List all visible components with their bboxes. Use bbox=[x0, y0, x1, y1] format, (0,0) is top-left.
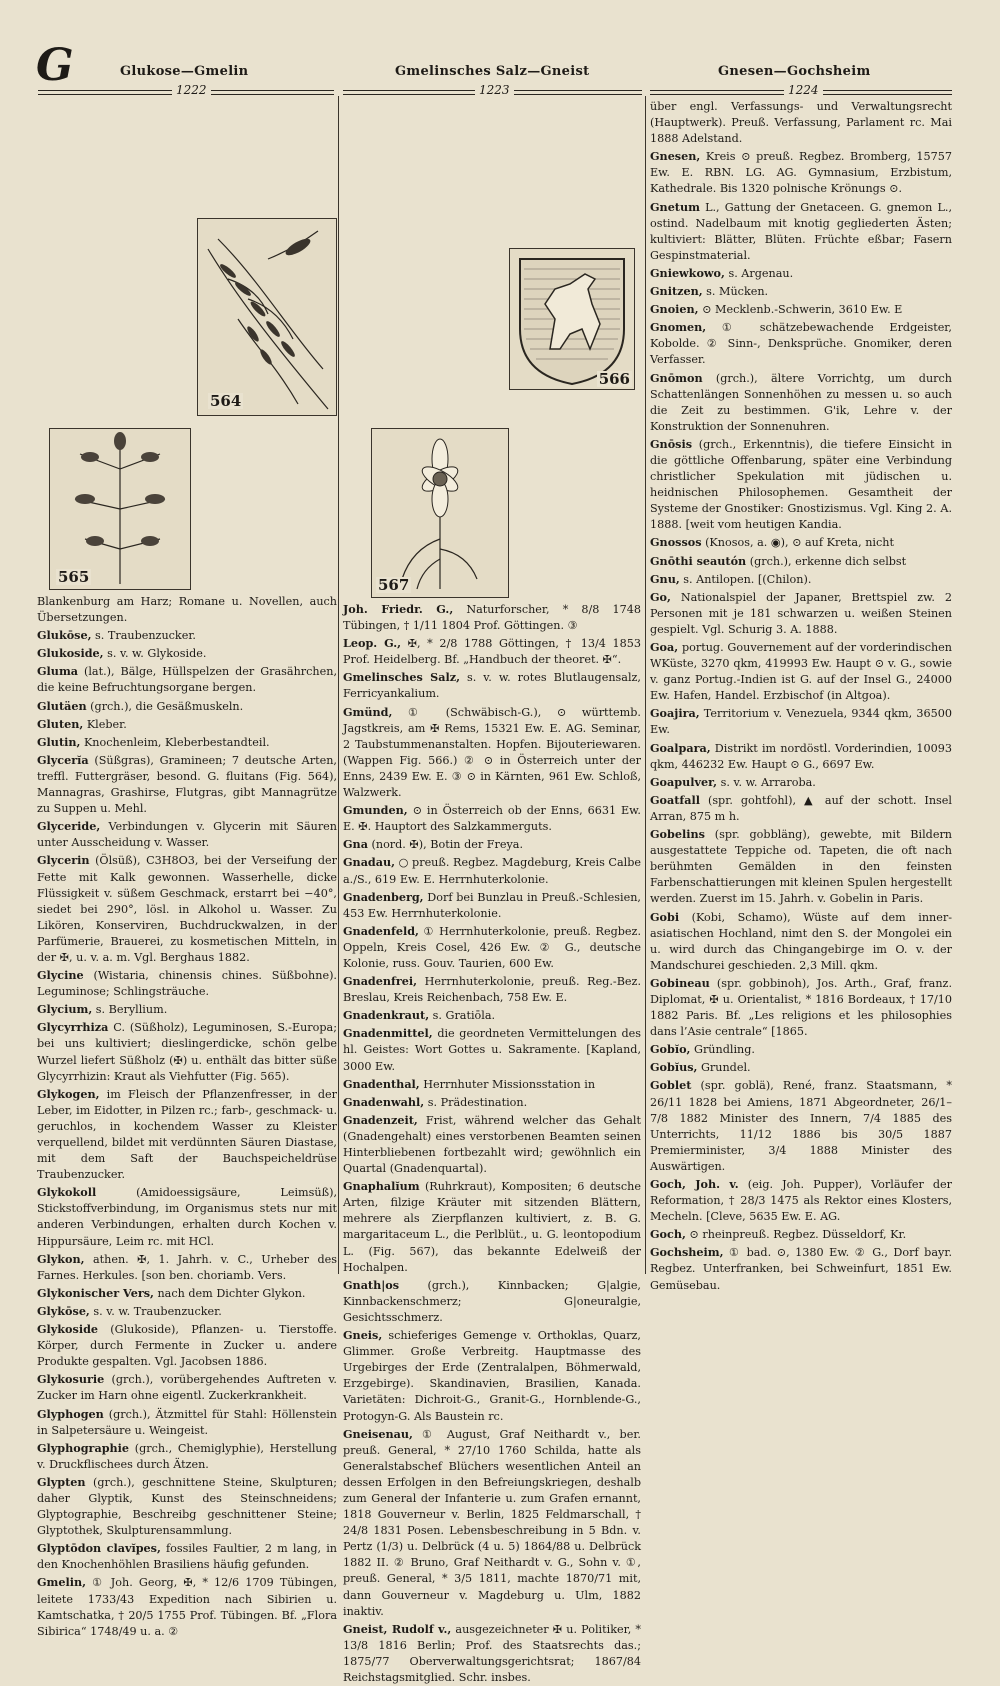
dictionary-entry bbox=[343, 1007, 641, 1024]
entry-text: (Glukoside), Pflanzen- u. Tierstoffe. Körper, durch Fermente in Zucker u. andere Produkte gespalten. Vgl. Jacobsen 1886. bbox=[37, 1323, 337, 1369]
entry-headword: Gobelins bbox=[650, 827, 705, 842]
entry-text: (grch.), geschnittene Steine, Skulpturen; daher Glyptik, Kunst des Steinschneidens; Glyptographie, Beschreibg geschnittener Steine; Glyptothek, Skulpturensammlung. bbox=[37, 1475, 337, 1538]
entry-text: die geordneten Vermittelungen des hl. Geistes: Wort Gottes u. Sakramente. [Kapland, 3000 Ew. bbox=[343, 1027, 641, 1073]
entry-text: ① bad. ⊙, 1380 Ew. ② G., Dorf bayr. Regbez. Unterfranken, bei Schweinfurt, 1851 Ew. Gemüsebau. bbox=[650, 1246, 952, 1292]
entry-text: Verbindungen v. Glycerin mit Säuren unter Ausscheidung v. Wasser. bbox=[37, 820, 337, 850]
middle-column-header: Gmelinsches Salz—Gneist bbox=[395, 64, 590, 79]
dictionary-entry bbox=[343, 669, 641, 702]
entry-text: C. (Süßholz), Leguminosen, S.-Europa; bei uns kultiviert; dieslingerdicke, schön gelbe Wurzel liefert Süßholz (✠) u. enthält das bitter süße Glycyrrhizin: Kraut als Viehfutter (Fig. 565). bbox=[37, 1021, 337, 1083]
entry-headword: Goatfall bbox=[650, 792, 700, 807]
entry-text: ① schätzebewachende Erdgeister, Kobolde. ② Sinn-, Denksprüche. Gnomiker, deren Verfasser. bbox=[650, 321, 952, 367]
entry-headword: Goalpara, bbox=[650, 740, 711, 755]
dictionary-entry bbox=[37, 734, 337, 751]
entry-text: Frist, während welcher das Gehalt (Gnadengehalt) eines verstorbenen Beamten seinen Hinterbliebenen fortbezahlt wird; gewöhnlich ein Quartal (Gnadenquartal). bbox=[343, 1113, 641, 1176]
entry-text: (nord. ✠), Botin der Freya. bbox=[367, 838, 524, 852]
dictionary-entry bbox=[650, 98, 952, 147]
licorice-illustration bbox=[50, 429, 190, 589]
left-column bbox=[37, 98, 338, 1638]
dictionary-entry bbox=[650, 1226, 952, 1243]
dictionary-entry bbox=[650, 909, 952, 974]
entry-headword: Gmelin, bbox=[37, 1575, 87, 1590]
dictionary-entry bbox=[37, 752, 337, 817]
entry-headword: Gneist, Rudolf v., bbox=[343, 1621, 452, 1636]
coat-of-arms-illustration bbox=[510, 249, 634, 389]
entry-text: (grch., Chemiglyphie), Herstellung v. Druckflischees durch Ätzen. bbox=[37, 1441, 337, 1471]
entry-text: portug. Gouvernement auf der vorderindischen WKüste, 3270 qkm, 419993 Ew. Haupt ⊙ v. G., sowie v. ganz Portug.-Indien ist G. auf der Insel G., 24000 Ew. Hafen, Handel. Erzbischof (in Altgoa). bbox=[650, 641, 952, 703]
dictionary-entry bbox=[650, 199, 952, 264]
entry-text: s. v. w. Arraroba. bbox=[717, 775, 816, 789]
dictionary-entry bbox=[343, 889, 641, 922]
entry-text: s. v. w. Glykoside. bbox=[103, 647, 207, 661]
entry-headword: Gnitzen, bbox=[650, 284, 703, 299]
column-divider bbox=[645, 96, 646, 1274]
entry-headword: Gnadenkraut, bbox=[343, 1008, 430, 1023]
entry-text: Knochenleim, Kleberbestandteil. bbox=[80, 735, 270, 749]
entry-text: ⊙ rheinpreuß. Regbez. Düsseldorf, Kr. bbox=[685, 1228, 907, 1242]
entry-text: s. Mücken. bbox=[702, 285, 769, 299]
entry-text: s. Traubenzucker. bbox=[91, 629, 196, 643]
entry-headword: Gneis, bbox=[343, 1328, 383, 1343]
entry-text: Grundel. bbox=[697, 1061, 751, 1075]
entry-text: Distrikt im nordöstl. Vorderindien, 10093 qkm, 446232 Ew. Haupt ⊙ G., 6697 Ew. bbox=[650, 741, 952, 771]
entry-headword: Gnath|os bbox=[343, 1277, 400, 1292]
entry-headword: Glukoside, bbox=[37, 646, 104, 661]
dictionary-entry bbox=[37, 1285, 337, 1302]
entry-text: (spr. gohtfohl), ▲ auf der schott. Insel Arran, 875 m h. bbox=[650, 793, 952, 823]
entry-headword: Gnadenthal, bbox=[343, 1076, 420, 1091]
entry-headword: Glykon, bbox=[37, 1251, 85, 1266]
entry-text: fossiles Faultier, 2 m lang, in den Knochenhöhlen Brasiliens häufig gefunden. bbox=[37, 1542, 338, 1572]
entry-text: im Fleisch der Pflanzenfresser, in der Leber, im Eidotter, in Pilzen rc.; farb-, geschmack- u. geruchlos, in kochendem Wasser zu Kleister verquellend, bildet mit verdünnten Säuren Diastase, mit dem Saft der Bauchspeicheldrüse Traubenzucker. bbox=[37, 1087, 337, 1182]
entry-headword: Leop. G., bbox=[343, 636, 402, 651]
entry-text: (lat.), Bälge, Hüllspelzen der Grasährchen, die keine Befruchtungsorgane bergen. bbox=[37, 665, 337, 695]
entry-headword: Goblet bbox=[650, 1078, 692, 1093]
entry-headword: Joh. Friedr. G., bbox=[343, 602, 454, 616]
entry-headword: Glykōse, bbox=[37, 1303, 90, 1318]
entry-headword: Gnu, bbox=[650, 571, 680, 586]
entry-text: über engl. Verfassungs- und Verwaltungsrecht (Hauptwerk). Preuß. Verfassung, Parlament rc. Mai 1888 Adelstand. bbox=[650, 100, 952, 146]
dictionary-entry bbox=[650, 436, 952, 534]
entry-text: ① (Schwäbisch-G.), ⊙ württemb. Jagstkreis, am ✠ Rems, 15321 Ew. E. AG. Seminar, 2 Taubstummenanstalten. Hopfen. Bijouteriewaren. (Wappen Fig. 566.) ② ⊙ in Österreich unter der Enns, 2439 Ew. E. ③ ⊙ in Kärnten, 961 Ew. Schloß, Walzwerk. bbox=[343, 705, 641, 800]
dictionary-entry bbox=[650, 319, 952, 368]
entry-text: s. Argenau. bbox=[724, 266, 794, 280]
grass-illustration bbox=[198, 219, 336, 415]
entry-text: ⊙ Mecklenb.-Schwerin, 3610 Ew. E bbox=[698, 303, 903, 317]
entry-text: ⊙ in Österreich ob der Enns, 6631 Ew. E. ✠. Hauptort des Salzkammerguts. bbox=[343, 804, 641, 834]
entry-text: ○ preuß. Regbez. Magdeburg, Kreis Calbe a./S., 619 Ew. E. Herrnhuterkolonie. bbox=[343, 856, 641, 886]
entry-headword: Glykonischer Vers, bbox=[37, 1285, 154, 1300]
entry-text: Kleber. bbox=[83, 717, 127, 731]
entry-headword: Gnadenberg, bbox=[343, 889, 424, 904]
entry-headword: Glukōse, bbox=[37, 628, 92, 643]
section-letter: G bbox=[36, 40, 74, 91]
entry-text: (spr. gobbinoh), Jos. Arth., Graf, franz. Diplomat, ✠ u. Orientalist, * 1816 Bordeaux, † 17/10 1882 Paris. Bf. „Les religions et les philosophies dans l’Asie centrale“ [1865. bbox=[650, 976, 952, 1039]
dictionary-entry bbox=[343, 802, 641, 835]
figure-565-glycyrrhiza bbox=[49, 428, 191, 590]
figure-564-glyceria bbox=[197, 218, 337, 416]
entry-headword: Gnesen, bbox=[650, 149, 701, 164]
dictionary-entry bbox=[343, 1076, 641, 1093]
dictionary-entry bbox=[37, 698, 337, 715]
entry-text: s. Gratiōla. bbox=[429, 1009, 496, 1023]
entry-text: s. Antilopen. [(Chilon). bbox=[679, 572, 812, 586]
dictionary-entry bbox=[37, 852, 337, 966]
entry-headword: Gnadau, bbox=[343, 855, 396, 870]
figure-566-coat-of-arms bbox=[509, 248, 635, 390]
dictionary-entry bbox=[650, 1041, 952, 1058]
entry-text: (eig. Joh. Pupper), Vorläufer der Reformation, † 28/3 1475 als Rektor eines Klosters, Mecheln. [Cleve, 5635 Ew. E. AG. bbox=[650, 1178, 952, 1224]
entry-text: ✠, * 2/8 1788 Göttingen, † 13/4 1853 Prof. Heidelberg. Bf. „Handbuch der theoret. ✠“. bbox=[343, 637, 641, 667]
dictionary-entry bbox=[37, 716, 337, 733]
dictionary-entry bbox=[343, 1112, 641, 1177]
entry-text: (Knosos, a. ◉), ⊙ auf Kreta, nicht bbox=[701, 536, 894, 550]
entry-headword: Glyptōdon clavĭpes, bbox=[37, 1541, 161, 1556]
dictionary-entry bbox=[650, 1176, 952, 1225]
dictionary-entry bbox=[650, 283, 952, 300]
dictionary-entry bbox=[343, 973, 641, 1006]
dictionary-entry bbox=[37, 1540, 337, 1573]
dictionary-entry bbox=[650, 571, 952, 588]
entry-text: (spr. goblä), René, franz. Staatsmann, * 26/11 1828 bei Amiens, 1871 Abgeordneter, 26/1–7/8 1882 Minister des Innern, 7/4 1885 des Unterrichts, 11/12 1886 bis 30/5 1887 Premierminister, 3/4 1888 Minister des Auswärtigen. bbox=[650, 1079, 952, 1173]
dictionary-entry bbox=[37, 1184, 337, 1249]
entry-headword: Gnadenfeld, bbox=[343, 923, 419, 938]
dictionary-entry bbox=[650, 301, 952, 318]
dictionary-entry bbox=[343, 1025, 641, 1074]
entry-headword: Glykoside bbox=[37, 1322, 99, 1337]
dictionary-entry bbox=[650, 1059, 952, 1076]
dictionary-entry bbox=[37, 1574, 337, 1639]
entry-headword: Glutäen bbox=[37, 698, 87, 713]
entry-text: nach dem Dichter Glykon. bbox=[153, 1286, 306, 1300]
dictionary-entry bbox=[343, 836, 641, 853]
entry-text: s. v. w. rotes Blutlaugensalz, Ferricyankalium. bbox=[343, 671, 641, 701]
entry-text: (spr. gobbläng), gewebte, mit Bildern ausgestattete Teppiche od. Tapeten, die oft nach berühmten Gemälden in den feinsten Farbenschattierungen mit kleinen Spulen hergestellt werden. Zuerst im 15. Jahrh. v. Gobelin in Paris. bbox=[650, 828, 952, 906]
dictionary-entry bbox=[650, 639, 952, 704]
dictionary-entry bbox=[343, 1426, 641, 1620]
dictionary-entry bbox=[37, 1371, 337, 1404]
dictionary-entry bbox=[37, 645, 337, 662]
figure-number: 564 bbox=[210, 391, 242, 410]
entry-text: L., Gattung der Gnetaceen. G. gnemon L., ostind. Nadelbaum mit knotig gegliederten Ästen; kultiviert: Blätter, Blüten. Früchte eßbar; Fasern Gespinstmaterial. bbox=[650, 200, 952, 262]
dictionary-entry bbox=[343, 635, 641, 668]
entry-text: Blankenburg am Harz; Romane u. Novellen, auch Übersetzungen. bbox=[37, 595, 337, 625]
entry-headword: Gnadenfrei, bbox=[343, 974, 417, 989]
entry-text: (Wistaria, chinensis chines. Süßbohne). Leguminose; Schlingsträuche. bbox=[37, 969, 337, 999]
entry-headword: Gobineau bbox=[650, 975, 710, 990]
entry-headword: Gnomen, bbox=[650, 320, 707, 335]
entry-text: Gründling. bbox=[690, 1043, 755, 1057]
entry-text: Herrnhuterkolonie, preuß. Reg.-Bez. Breslau, Kreis Reichenbach, 758 Ew. E. bbox=[343, 975, 641, 1005]
dictionary-entry bbox=[37, 818, 337, 851]
page-number-left: 1222 bbox=[172, 83, 211, 97]
entry-text: schieferiges Gemenge v. Orthoklas, Quarz, Glimmer. Große Verbreitg. Hauptmasse des Urgebirges der Erde (Zentralalpen, Böhmerwald, Erzgebirge). Skandinavien, Brasilien, Kanada. Varietäten: Dichroit-G., Granit-G., Hornblende-G., Protogyn-G. Als Baustein rc. bbox=[343, 1329, 641, 1423]
dictionary-entry bbox=[343, 854, 641, 887]
entry-text: (grch.), Ätzmittel für Stahl: Höllenstein in Salpetersäure u. Weingeist. bbox=[37, 1407, 337, 1437]
entry-text: (Ölsüß), C3H8O3, bei der Verseifung der Fette mit Kalk gewonnen. Wasserhelle, dicke Flüssigkeit v. süßem Geschmack, erstarrt bei −40°, siedet bei 290°, lösl. in Alkohol u. Wasser. Zu Likören, Konserviren, Buchdruckwalzen, in der Parfümerie, Brauerei, zu kosmetischen Mitteln, in der ✠, u. v. a. m. Vgl. Berghaus 1882. bbox=[37, 854, 337, 964]
entry-headword: Gluma bbox=[37, 664, 79, 679]
entry-text: Naturforscher, * 8/8 1748 Tübingen, † 1/11 1804 Prof. Göttingen. ③ bbox=[343, 603, 641, 633]
dictionary-entry bbox=[37, 663, 337, 696]
dictionary-entry bbox=[650, 1077, 952, 1175]
entry-headword: Glutin, bbox=[37, 734, 81, 749]
entry-headword: Goapulver, bbox=[650, 774, 718, 789]
entry-text: athen. ✠, 1. Jahrh. v. C., Urheber des Farnes. Herkules. [son ben. choriamb. Vers. bbox=[37, 1252, 337, 1282]
entry-text: (grch.), vorübergehendes Auftreten v. Zucker im Harn ohne eigentl. Zuckerkrankheit. bbox=[37, 1373, 337, 1403]
entry-headword: Goch, bbox=[650, 1227, 686, 1242]
entry-headword: Gobĭus, bbox=[650, 1060, 698, 1075]
entry-headword: Glyphogen bbox=[37, 1406, 104, 1421]
entry-headword: Glykokoll bbox=[37, 1185, 97, 1200]
dictionary-entry bbox=[343, 704, 641, 802]
dictionary-entry bbox=[650, 265, 952, 282]
entry-text: ① Joh. Georg, ✠, * 12/6 1709 Tübingen, leitete 1733/43 Expedition nach Sibirien u. Kamtschatka, † 20/5 1755 Prof. Tübingen. Bf. „Flora Sibirica“ 1748/49 u. a. ② bbox=[37, 1576, 337, 1638]
entry-headword: Gluten, bbox=[37, 716, 84, 731]
entry-headword: Glycine bbox=[37, 968, 84, 983]
figure-567-edelweiss bbox=[371, 428, 509, 598]
entry-headword: Glykosurie bbox=[37, 1372, 105, 1387]
dictionary-entry bbox=[650, 534, 952, 551]
entry-text: (grch., Erkenntnis), die tiefere Einsicht in die göttliche Offenbarung, später eine Verbindung christlicher Spekulation mit jüdischen u. heidnischen Philosophemen. Gesamtheit der Systeme der Gnostiker: Gnostizismus. Vgl. King 2. A. 1888. [weit vom heutigen Kandia. bbox=[650, 437, 952, 532]
dictionary-entry bbox=[650, 740, 952, 773]
dictionary-entry bbox=[343, 1178, 641, 1276]
dictionary-entry bbox=[650, 792, 952, 825]
dictionary-entry bbox=[37, 1086, 337, 1184]
entry-headword: Gochsheim, bbox=[650, 1245, 724, 1260]
page-number-right: 1224 bbox=[784, 83, 823, 97]
entry-headword: Gnōsis bbox=[650, 436, 692, 451]
entry-text: (grch.), ältere Vorrichtg, um durch Schattenlängen Sonnenhöhen zu messen u. so auch die Zeit zu bestimmen. G'ik, Lehre v. der Konstruktion der Sonnenuhren. bbox=[650, 371, 952, 433]
right-column bbox=[650, 98, 952, 1292]
dictionary-entry bbox=[650, 826, 952, 907]
entry-headword: Gnossos bbox=[650, 535, 702, 550]
dictionary-entry bbox=[343, 1621, 641, 1686]
entry-headword: Glypten bbox=[37, 1474, 86, 1489]
dictionary-entry bbox=[650, 553, 952, 570]
dictionary-entry bbox=[650, 148, 952, 197]
entry-headword: Go, bbox=[650, 589, 671, 604]
dictionary-entry bbox=[37, 1474, 337, 1539]
dictionary-entry bbox=[37, 1321, 337, 1370]
entry-text: (Ruhrkraut), Kompositen; 6 deutsche Arten, filzige Kräuter mit sitzenden Blättern, mehrere als Zierpflanzen kultiviert, z. B. G. margaritaceum L., die Perlblüt., u. G. leontopodium L. (Fig. 567), das bekannte Edelweiß der Hochalpen. bbox=[343, 1180, 641, 1274]
entry-text: (grch.), erkenne dich selbst bbox=[746, 554, 907, 568]
left-column-header: Glukose—Gmelin bbox=[120, 64, 249, 79]
figure-number: 566 bbox=[598, 369, 630, 388]
entry-headword: Gnetum bbox=[650, 199, 700, 214]
entry-headword: Gniewkowo, bbox=[650, 265, 725, 280]
entry-headword: Gmelinsches Salz, bbox=[343, 670, 460, 685]
edelweiss-illustration bbox=[372, 429, 508, 597]
dictionary-entry bbox=[37, 1406, 337, 1439]
entry-text: (grch.), Kinnbacken; G|algie, Kinnbackenschmerz; G|oneuralgie, Gesichtsschmerz. bbox=[343, 1278, 641, 1324]
dictionary-entry bbox=[650, 370, 952, 435]
entry-text: (Süßgras), Gramineen; 7 deutsche Arten, treffl. Futtergräser, besond. G. fluitans (Fig. 564), Mannagras, Grashirse, Flutgras, gibt Mannagrütze zu Suppen u. Mehl. bbox=[37, 753, 337, 816]
entry-text: s. v. w. Traubenzucker. bbox=[89, 1304, 222, 1318]
entry-headword: Gnadenmittel, bbox=[343, 1026, 433, 1041]
entry-headword: Gna bbox=[343, 837, 368, 852]
entry-headword: Gnōmon bbox=[650, 370, 703, 385]
entry-headword: Gnadenzeit, bbox=[343, 1112, 418, 1127]
entry-headword: Gneisenau, bbox=[343, 1426, 413, 1441]
entry-headword: Glycium, bbox=[37, 1002, 93, 1017]
entry-text: (Kobi, Schamo), Wüste auf dem inner-asiatischen Hochland, nimt den S. der Mongolei ein u. wird durch das Chingangebirge im O. v. der Mandschurei geschieden. 2,3 Mill. qkm. bbox=[650, 910, 952, 972]
entry-headword: Gnadenwahl, bbox=[343, 1094, 425, 1109]
entry-text: s. Prädestination. bbox=[424, 1095, 528, 1109]
dictionary-entry bbox=[37, 1251, 337, 1284]
entry-text: (grch.), die Gesäßmuskeln. bbox=[86, 699, 244, 713]
entry-headword: Gnoien, bbox=[650, 302, 699, 317]
entry-headword: Goch, Joh. v. bbox=[650, 1177, 739, 1191]
entry-headword: Gobĭo, bbox=[650, 1042, 691, 1057]
entry-headword: Glykogen, bbox=[37, 1086, 100, 1101]
entry-text: Kreis ⊙ preuß. Regbez. Bromberg, 15757 Ew. E. RBN. LG. AG. Gymnasium, Erzbistum, Kathedrale. Bis 1320 polnische Krönungs ⊙. bbox=[650, 150, 952, 196]
entry-text: Dorf bei Bunzlau in Preuß.-Schlesien, 453 Ew. Herrnhuterkolonie. bbox=[343, 890, 641, 920]
dictionary-entry bbox=[343, 1277, 641, 1326]
figure-number: 567 bbox=[378, 575, 410, 594]
entry-headword: Goajira, bbox=[650, 706, 700, 721]
entry-headword: Gnaphalĭum bbox=[343, 1179, 420, 1194]
entry-headword: Gobi bbox=[650, 909, 680, 924]
dictionary-entry bbox=[650, 1244, 952, 1293]
entry-headword: Gnōthi seautón bbox=[650, 553, 747, 568]
dictionary-entry bbox=[37, 1440, 337, 1473]
entry-text: ausgezeichneter ✠ u. Politiker, * 13/8 1816 Berlin; Prof. des Staatsrechts das.; 1875/77 Oberverwaltungsgerichtsrat; 1867/84 Reichstagsmitglied. Schr. insbes. bbox=[343, 1622, 641, 1684]
dictionary-entry bbox=[650, 774, 952, 791]
dictionary-entry bbox=[650, 705, 952, 738]
dictionary-entry bbox=[37, 1001, 337, 1018]
dictionary-entry bbox=[37, 1019, 337, 1084]
entry-text: Nationalspiel der Japaner, Brettspiel zw. 2 Personen mit je 181 schwarzen u. weißen Steinen gespielt. Vgl. Schurig 3. A. 1888. bbox=[650, 590, 952, 636]
dictionary-entry bbox=[343, 1327, 641, 1425]
entry-text: Territorium v. Venezuela, 9344 qkm, 36500 Ew. bbox=[650, 707, 952, 737]
dictionary-entry bbox=[343, 1094, 641, 1111]
right-column-header: Gnesen—Gochsheim bbox=[718, 64, 871, 79]
dictionary-entry bbox=[37, 1303, 337, 1320]
dictionary-entry bbox=[37, 627, 337, 644]
entry-headword: Glycerĭa bbox=[37, 752, 89, 767]
column-divider bbox=[338, 96, 339, 1274]
page-number-middle: 1223 bbox=[475, 83, 514, 97]
figure-number: 565 bbox=[58, 567, 90, 586]
entry-text: ① Herrnhuterkolonie, preuß. Regbez. Oppeln, Kreis Cosel, 426 Ew. ② G., deutsche Kolonie, russ. Gouv. Taurien, 600 Ew. bbox=[343, 924, 641, 970]
entry-headword: Gmunden, bbox=[343, 803, 408, 818]
dictionary-entry bbox=[650, 589, 952, 638]
entry-text: ① August, Graf Neithardt v., ber. preuß. General, * 27/10 1760 Schilda, hatte als Generalstabschef Blüchers wesentlichen Anteil an dessen Erfolgen in den Befreiungskriegen, deshalb zum General der Infanterie u. zum Grafen ernannt, 1818 Gouverneur v. Berlin, 1825 Feldmarschall, † 24/8 1831 Posen. Lebensbeschreibung in 5 Bdn. v. Pertz (1/3) u. Delbrück (4 u. 5) 1864/88 u. Delbrück 1882 II. ② Bruno, Graf Neithardt v. G., Sohn v. ①, preuß. General, * 3/5 1811, machte 1870/71 mit, dann Gouverneur v. Magdeburg u. Ulm, 1882 inaktiv. bbox=[343, 1427, 641, 1618]
entry-headword: Glyceride, bbox=[37, 819, 101, 834]
entry-text: Herrnhuter Missionsstation in bbox=[419, 1077, 596, 1091]
entry-headword: Goa, bbox=[650, 640, 679, 654]
dictionary-entry bbox=[343, 923, 641, 972]
dictionary-entry bbox=[37, 967, 337, 1000]
entry-headword: Glycerin bbox=[37, 853, 90, 868]
entry-headword: Glycyrrhiza bbox=[37, 1020, 109, 1035]
entry-headword: Glyphographie bbox=[37, 1440, 130, 1455]
entry-headword: Gmünd, bbox=[343, 704, 393, 719]
entry-text: s. Beryllium. bbox=[92, 1003, 168, 1017]
dictionary-entry bbox=[650, 975, 952, 1040]
middle-column bbox=[343, 98, 641, 1684]
entry-text: (Amidoessigsäure, Leimsüß), Stickstoffverbindung, im Organismus stets nur mit anderen Verbindungen, erhalten durch Kochen v. Hippursäure, Leim rc. mit HCl. bbox=[37, 1186, 337, 1248]
